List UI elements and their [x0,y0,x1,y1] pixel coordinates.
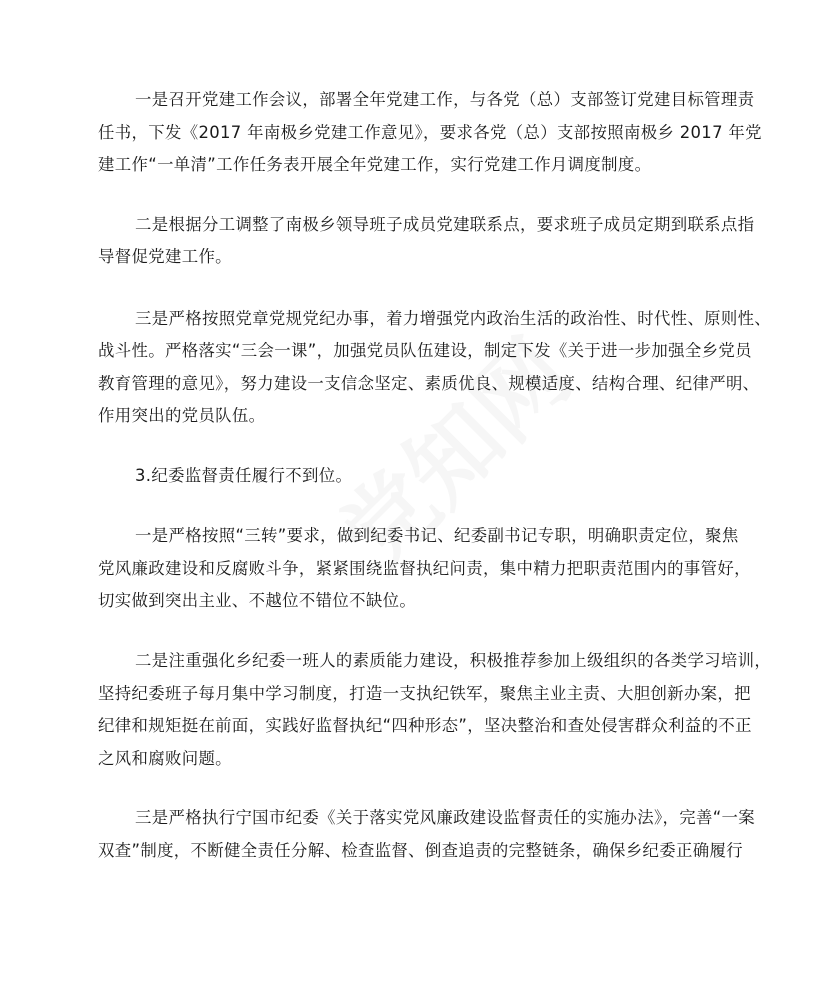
paragraph-1-line-2: 任书，下发《2017 年南极乡党建工作意见》，要求各党（总）支部按照南极乡 2017 年党 [98,123,762,142]
paragraph-5-line-3: 切实做到突出主业、不越位不错位不缺位。 [98,591,417,610]
paragraph-6-line-3: 纪律和规矩挺在前面，实践好监督执纪“四种形态”，坚决整治和查处侵害群众利益的不正 [98,716,752,735]
paragraph-5-line-1: 一是严格按照“三转”要求，做到纪委书记、纪委副书记专职，明确职责定位，聚焦 [135,526,739,545]
paragraph-3-line-2: 战斗性。严格落实“三会一课”，加强党员队伍建设，制定下发《关于进一步加强全乡党员 [98,341,752,360]
paragraph-1-line-1: 一是召开党建工作会议，部署全年党建工作，与各党（总）支部签订党建目标管理责 [135,90,755,109]
paragraph-2-line-1: 二是根据分工调整了南极乡领导班子成员党建联系点，要求班子成员定期到联系点指 [135,215,755,234]
paragraph-6-line-4: 之风和腐败问题。 [98,749,232,768]
paragraph-1-line-3: 建工作“一单清”工作任务表开展全年党建工作，实行党建工作月调度制度。 [98,155,652,174]
paragraph-7-line-1: 三是严格执行宁国市纪委《关于落实党风廉政建设监督责任的实施办法》，完善“一案 [135,808,756,827]
paragraph-3-line-1: 三是严格按照党章党规党纪办事，着力增强党内政治生活的政治性、时代性、原则性、 [135,309,772,328]
paragraph-3-line-3: 教育管理的意见》，努力建设一支信念坚定、素质优良、规模适度、结构合理、纪律严明、 [98,374,760,393]
paragraph-6-line-1: 二是注重强化乡纪委一班人的素质能力建设，积极推荐参加上级组织的各类学习培训， [135,651,772,670]
section-heading: 3.纪委监督责任履行不到位。 [135,466,353,485]
paragraph-2-line-2: 导督促党建工作。 [98,247,232,266]
paragraph-7-line-2: 双查”制度，不断健全责任分解、检查监督、倒查追责的完整链条，确保乡纪委正确履行 [98,841,743,860]
paragraph-5-line-2: 党风廉政建设和反腐败斗争，紧紧围绕监督执纪问责，集中精力把职责范围内的事管好， [98,559,751,578]
paragraph-3-line-4: 作用突出的党员队伍。 [98,406,266,425]
paragraph-6-line-2: 坚持纪委班子每月集中学习制度，打造一支执纪铁军，聚焦主业主责、大胆创新办案，把 [98,684,751,703]
